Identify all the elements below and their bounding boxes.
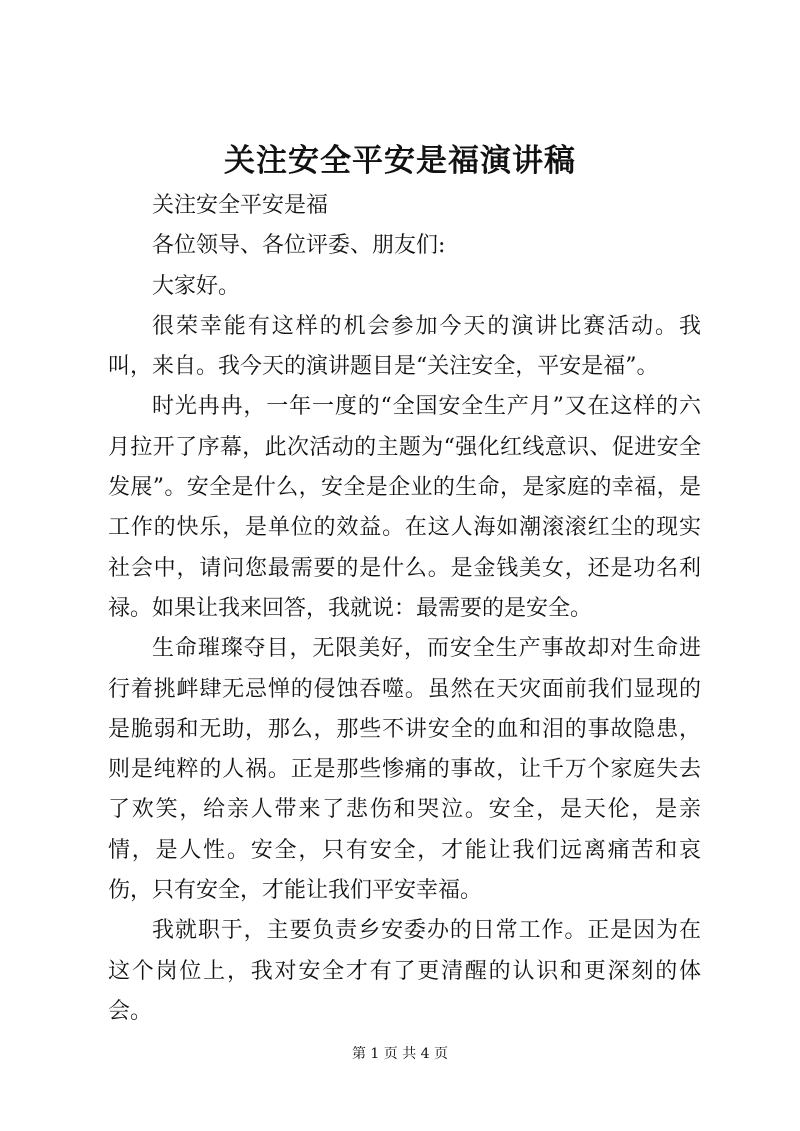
document-title: 关注安全平安是福演讲稿 <box>224 143 576 179</box>
paragraph-salutation: 各位领导、各位评委、朋友们: <box>152 233 446 259</box>
paragraph-subtitle: 关注安全平安是福 <box>152 193 329 218</box>
paragraph-safety-month: 时光冉冉，一年一度的“全国安全生产月”又在这样的六月拉开了序幕，此次活动的主题为“强化红线意识、促进安全发展”。安全是什么，安全是企业的生命，是家庭的幸福，是工作的快乐，是单位的效益。在这人海如潮滚滚红尘的现实社会中，请问您最需要的是什么。是金钱美女，还是功名利禄。如果让我来回答，我就说：最需要的是安全。 <box>108 394 701 621</box>
paragraph-life-and-accidents: 生命璀璨夺目，无限美好，而安全生产事故却对生命进行着挑衅肆无忌惮的侵蚀吞噬。虽然在天灾面前我们显现的是脆弱和无助，那么，那些不讲安全的血和泪的事故隐患，则是纯粹的人祸。正是那些惨痛的事故，让千万个家庭失去了欢笑，给亲人带来了悲伤和哭泣。安全，是天伦，是亲情，是人性。安全，只有安全，才能让我们远离痛苦和哀伤，只有安全，才能让我们平安幸福。 <box>108 636 701 904</box>
paragraph-job-role: 我就职于，主要负责乡安委办的日常工作。正是因为在这个岗位上，我对安全才有了更清醒的认识和更深刻的体会。 <box>108 918 701 1024</box>
paragraph-greeting: 大家好。 <box>152 273 241 299</box>
page-number-footer: 第 1 页 共 4 页 <box>351 1046 449 1062</box>
document-body <box>108 186 701 1032</box>
paragraph-introduction: 很荣幸能有这样的机会参加今天的演讲比赛活动。我叫，来自。我今天的演讲题目是“关注安全，平安是福”。 <box>108 313 701 380</box>
